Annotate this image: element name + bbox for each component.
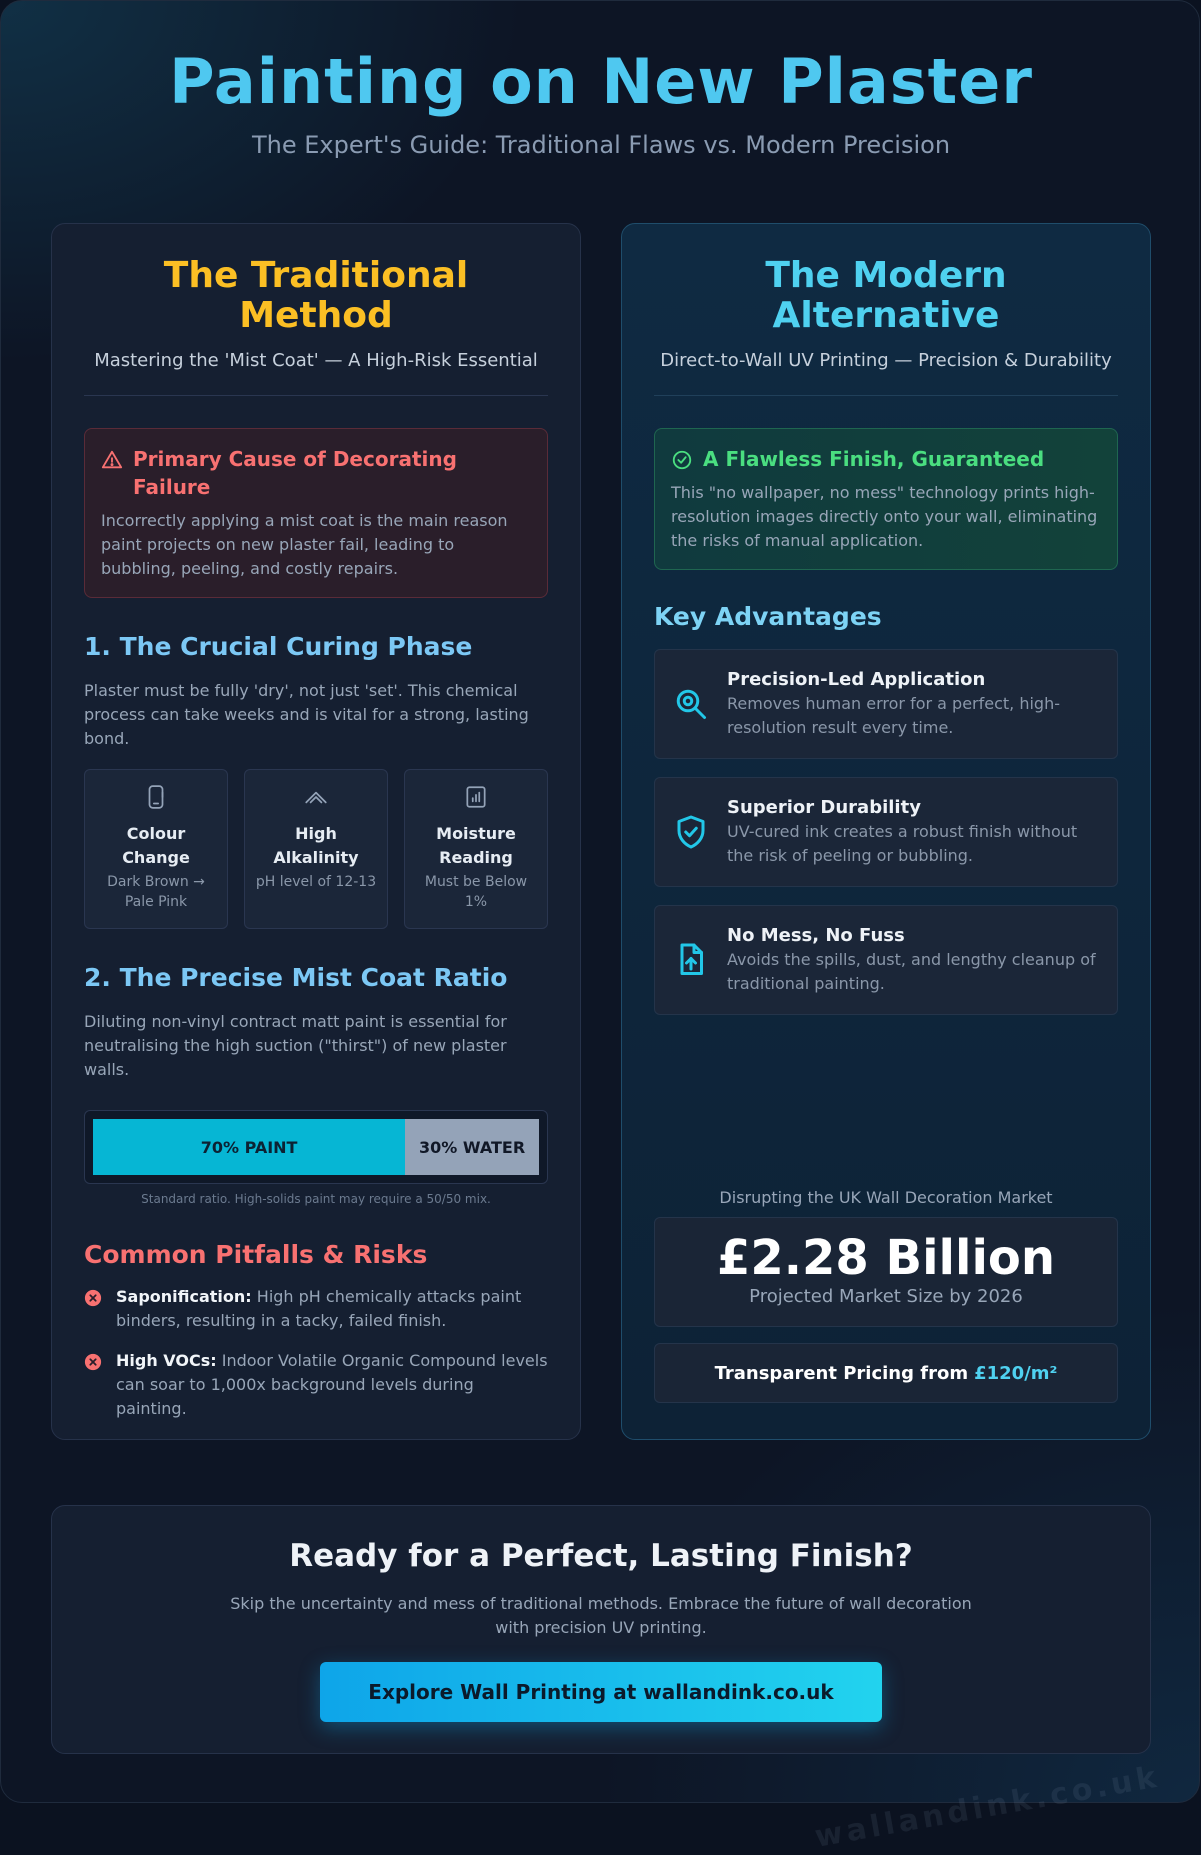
x-circle-icon — [84, 1289, 102, 1307]
pitfalls-list — [84, 1285, 548, 1421]
advantage-name: Precision-Led Application — [727, 668, 986, 690]
advantage-name: Superior Durability — [727, 796, 921, 818]
advantage-no-mess — [654, 905, 1118, 1015]
explore-wall-printing-button[interactable]: Explore Wall Printing at wallandink.co.uk — [320, 1662, 882, 1722]
ratio-note: Standard ratio. High-solids paint may require a 50/50 mix. — [141, 1192, 491, 1206]
shield-check-icon — [673, 814, 709, 850]
check-circle-icon — [671, 449, 693, 471]
curing-title: 1. The Crucial Curing Phase — [84, 632, 473, 661]
traditional-subtitle: Mastering the 'Mist Coat' — A High-Risk Essential — [94, 350, 538, 371]
failure-alert-title: Primary Cause of Decorating Failure — [133, 447, 457, 499]
advantage-name: No Mess, No Fuss — [727, 924, 905, 946]
advantage-durability — [654, 777, 1118, 887]
advantage-desc: Removes human error for a perfect, high-resolution result every time. — [727, 693, 1060, 737]
curing-stats — [84, 769, 548, 929]
market-label: Projected Market Size by 2026 — [749, 1286, 1023, 1307]
pitfall-desc: Indoor Volatile Organic Compound levels can soar to 1,000x background levels during painting. — [116, 1351, 548, 1418]
mist-ratio-bar — [84, 1110, 548, 1184]
traditional-header — [84, 256, 548, 396]
advantages-title: Key Advantages — [654, 602, 882, 631]
pitfalls-title: Common Pitfalls & Risks — [84, 1240, 428, 1269]
page-title: Painting on New Plaster — [169, 45, 1033, 118]
pricing-value: £120/m² — [974, 1362, 1058, 1384]
watermark: wallandink.co.uk — [812, 1759, 1163, 1855]
stat-value: Must be Below 1% — [424, 874, 528, 910]
stat-label: High Alkalinity — [273, 824, 359, 867]
phone-device-icon — [143, 784, 169, 810]
market-caption: Disrupting the UK Wall Decoration Market — [719, 1188, 1053, 1207]
pricing-label: Transparent Pricing from — [714, 1362, 969, 1384]
cta-text: Skip the uncertainty and mess of traditional methods. Embrace the future of wall decoration with precision UV printing. — [230, 1594, 972, 1637]
modern-header — [654, 256, 1118, 396]
flawless-alert-text: This "no wallpaper, no mess" technology prints high-resolution images directly onto your wall, eliminating the risks of manual application. — [671, 483, 1098, 550]
x-circle-icon — [84, 1353, 102, 1371]
stat-value: pH level of 12-13 — [255, 874, 377, 890]
traditional-title: The Traditional Method — [163, 255, 469, 336]
pitfall-desc: High pH chemically attacks paint binders, resulting in a tacky, failed finish. — [116, 1287, 522, 1330]
stat-high-alkalinity — [244, 769, 388, 929]
stat-colour-change — [84, 769, 228, 929]
water-segment: 30% WATER — [405, 1119, 539, 1175]
market-value: £2.28 Billion — [716, 1230, 1056, 1286]
paint-segment: 70% PAINT — [93, 1119, 405, 1175]
magnifier-icon — [673, 686, 709, 722]
mist-coat-title: 2. The Precise Mist Coat Ratio — [84, 963, 508, 992]
stat-value: Dark Brown → Pale Pink — [107, 874, 205, 910]
modern-title: The Modern Alternative — [765, 255, 1007, 336]
advantage-desc: UV-cured ink creates a robust finish without the risk of peeling or bubbling. — [727, 821, 1078, 865]
mist-coat-text: Diluting non-vinyl contract matt paint is essential for neutralising the high suction ("thirst") of new plaster walls. — [84, 1012, 507, 1079]
stat-moisture-reading — [404, 769, 548, 929]
flawless-alert-title: A Flawless Finish, Guaranteed — [703, 447, 1045, 471]
modern-alternative-panel — [621, 223, 1151, 1440]
modern-subtitle: Direct-to-Wall UV Printing — Precision & Durability — [660, 350, 1112, 371]
market-section — [654, 1188, 1118, 1403]
cta-panel — [51, 1505, 1151, 1754]
warning-triangle-icon — [101, 449, 123, 471]
failure-alert-text: Incorrectly applying a mist coat is the main reason paint projects on new plaster fail, leading to bubbling, peeling, and costly repairs. — [101, 511, 508, 578]
pitfall-text — [116, 1349, 548, 1421]
pitfall-text — [116, 1285, 548, 1333]
cta-title: Ready for a Perfect, Lasting Finish? — [289, 1538, 913, 1574]
chart-box-icon — [463, 784, 489, 810]
advantage-desc: Avoids the spills, dust, and lengthy cleanup of traditional painting. — [727, 949, 1096, 993]
chevron-arch-icon — [303, 784, 329, 810]
advantage-precision — [654, 649, 1118, 759]
page-subtitle: The Expert's Guide: Traditional Flaws vs. Modern Precision — [251, 131, 951, 159]
flawless-alert — [654, 428, 1118, 570]
list-item — [84, 1349, 548, 1421]
pricing-box — [654, 1343, 1118, 1403]
pitfall-term: High VOCs: — [116, 1351, 217, 1370]
failure-alert — [84, 428, 548, 598]
stat-label: Moisture Reading — [436, 824, 516, 867]
file-upload-icon — [673, 942, 709, 978]
stat-label: Colour Change — [122, 824, 190, 867]
traditional-method-panel — [51, 223, 581, 1440]
pitfall-term: Saponification: — [116, 1287, 252, 1306]
curing-text: Plaster must be fully 'dry', not just 'set'. This chemical process can take weeks and is vital for a strong, lasting bond. — [84, 681, 529, 748]
list-item — [84, 1285, 548, 1333]
header — [1, 41, 1201, 159]
market-stat — [654, 1217, 1118, 1327]
